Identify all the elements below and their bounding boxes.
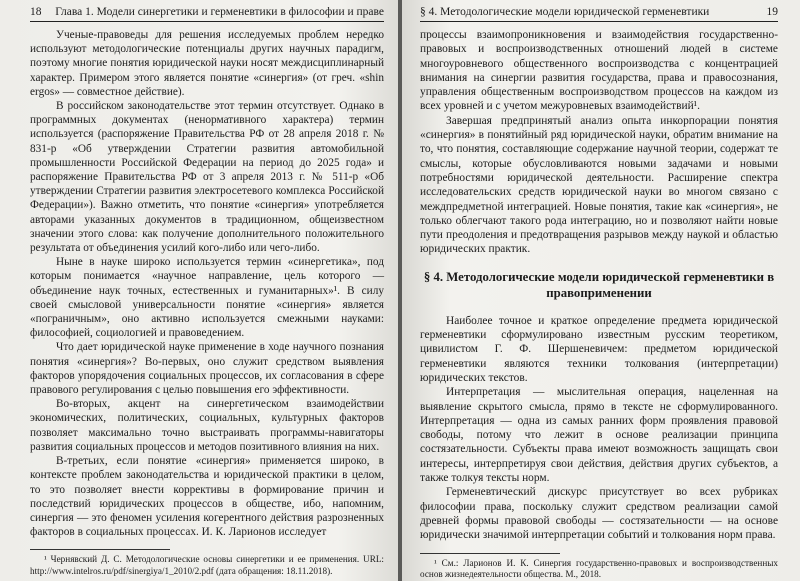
- footnote: ¹ Чернявский Д. С. Методологические основы синергетики и ее применения. URL: http://www.intelros.ru/pdf/sinergiya/1_2010/2.pdf (дата обращения: 18.11.2018).: [30, 554, 384, 576]
- left-running-head: [30, 6, 384, 22]
- section-heading: § 4. Методологические модели юридической герменевтики в правоприменении: [423, 269, 775, 300]
- paragraph: Завершая предпринятый анализ опыта инкорпорации понятия «синергия» в понятийный ряд юридической науки, обратим внимание на то, что понятия, составляющие содержание научной теории, содержат те смыслы, которые обусловливаются новыми задачами и новыми потребностями юридической деятельности. Расширение спектра исследовательских средств юридической науки во многом связано с междпредметной интеграцией. Новые понятия, такие как «синергия», не только облегчают такого рода интеграцию, но и позволяют найти новые пути преодоления и предотвращения разрывов между наукой и областью юридических практик.: [420, 114, 778, 256]
- left-body-text: [30, 28, 384, 539]
- page-number: 18: [30, 6, 42, 18]
- right-page: [402, 0, 800, 581]
- paragraph: В российском законодательстве этот термин отсутствует. Однако в программных документах (ненормативного характера) термин используется (распоряжение Правительства РФ от 28 апреля 2018 г. № 831-р «Об утверждении Стратегии развития автомобильной промышленности Российской Федерации на период до 2025 года» и распоряжение Правительства РФ от 3 апреля 2013 г. № 511-р «Об утверждении Стратегии развития электросетевого комплекса Российской Федерации»). Важно отметить, что понятие «синергия» употребляется авторами указанных документов в традиционном, общеизвестном значении этого слова: как получение дополнительного положительного результата от объединения усилий кого-либо или чего-либо.: [30, 100, 384, 255]
- paragraph: Ученые-правоведы для решения исследуемых проблем нередко используют методологические потенциалы других научных парадигм, поэтому многие понятия юридической науки носят междисциплинарный характер. Примером этого является понятие «синергия» (от греч. «shin ergos» — совместное действие).: [30, 29, 384, 98]
- paragraph: Интерпретация — мыслительная операция, нацеленная на выявление скрытого смысла, прямо в тексте не сформулированного. Интерпретация — одна из самых ранних форм проявления правовой свободы, потому что лежит в основе реализации принципа состязательности. Субъекты права имеют возможность защищать свои интересы, интерпретируя свои действия, действия других субъектов, а также толкуя тексты норм.: [420, 386, 778, 485]
- footnote-rule: [30, 549, 170, 550]
- footnote-rule: [420, 553, 560, 554]
- paragraph: Во-вторых, акцент на синергетическом взаимодействии экономических, политических, социальных, культурных факторов позволяет максимально точно выстраивать программы-навигаторы развития социальных процессов и методов позитивного влияния на них.: [30, 398, 384, 453]
- chapter-title: Глава 1. Модели синергетики и герменевтики в философии и праве: [55, 6, 384, 18]
- paragraph: Герменевтический дискурс присутствует во всех рубриках философии права, поскольку служит средством реализации самой древней формы правовой свободы — состязательности — на основе юридически значимой интерпретации событий и толкования норм права.: [420, 486, 778, 542]
- paragraph: В-третьих, если понятие «синергия» применяется широко, в контексте проблем законодательства и юридической практики в целом, то это позволяет внести коррективы в формирование причин и последствий юридических процессов в обществе, ибо, напомним, синергия — это феномен усиления когерентного действия разрозненных факторов в социальных процессах. И. К. Ларионов исследует: [30, 455, 384, 539]
- left-page: [0, 0, 398, 581]
- footnote: ¹ См.: Ларионов И. К. Синергия государственно-правовых и воспроизводственных основ жизнедеятельности общества. М., 2018.: [420, 557, 778, 579]
- right-body-text: [420, 28, 778, 543]
- paragraph: Что дает юридической науке применение в ходе научного познания понятия «синергия»? Во-первых, оно служит средством выявления факторов упорядочения социальных процессов, их согласования в сфере правового регулирования с целью повышения его эффективности.: [30, 341, 384, 397]
- paragraph: процессы взаимопроникновения и взаимодействия государственно-правовых и воспроизводственных отношений людей в системе многоуровневого общественного воспроизводства с концентрацией внимания на синергии развития государства, права и правосознания, управления общественным воспроизводством процессов на каждом из всех уровней и с учетом межуровневых взаимодействий¹.: [420, 29, 778, 113]
- section-running-title: § 4. Методологические модели юридической герменевтики: [420, 6, 710, 18]
- page-number: 19: [766, 6, 778, 18]
- paragraph: Ныне в науке широко используется термин «синергетика», под которым понимается «научное направление, цель которого — объединение наук точных, естественных и гуманитарных»¹. В силу своей смысловой универсальности понятие «синергия» является «пограничным», оно активно используется смежными науками: философией, социологией и правоведением.: [30, 256, 384, 340]
- paragraph: Наиболее точное и краткое определение предмета юридической герменевтики сформулировано известным русским теоретиком, цивилистом Г. Ф. Шершеневичем: предметом юридической герменевтики являются техники толкования (интерпретации) юридических текстов.: [420, 314, 778, 384]
- right-running-head: [420, 6, 778, 22]
